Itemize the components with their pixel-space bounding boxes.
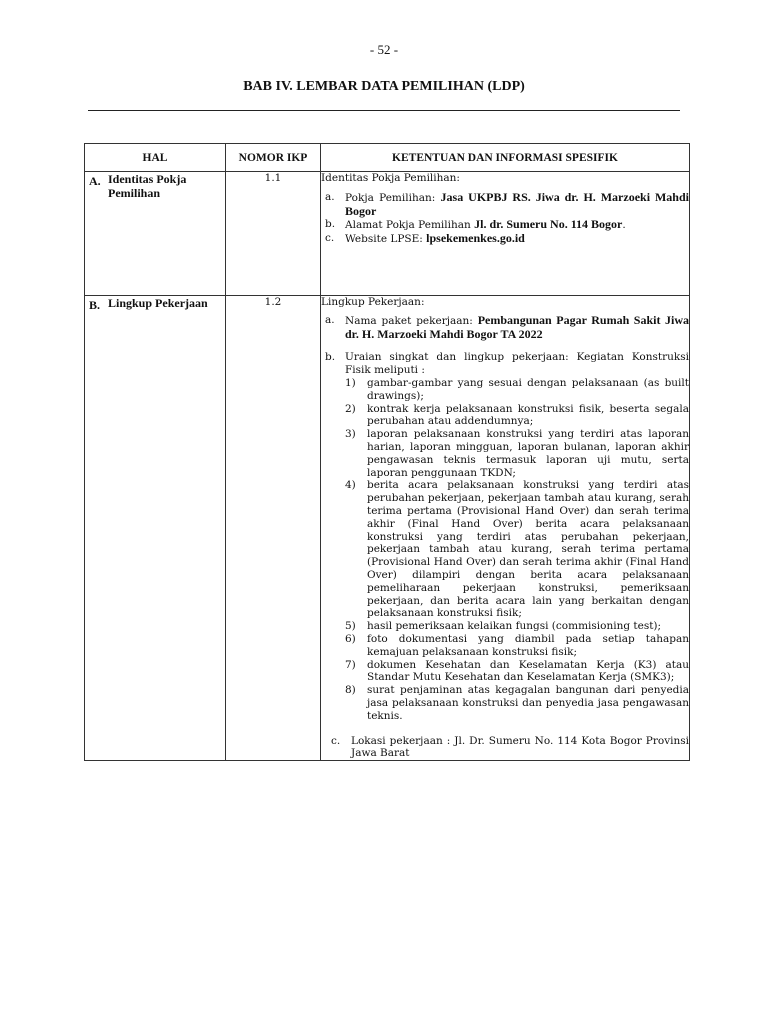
ikp-cell-b: 1.2: [226, 296, 321, 761]
ketentuan-intro-b: Lingkup Pekerjaan:: [321, 296, 425, 308]
hal-cell-a: [85, 172, 226, 296]
item-number: 1): [345, 376, 356, 389]
ketentuan-intro-a: Identitas Pokja Pemilihan:: [321, 172, 460, 184]
list-item: [321, 218, 689, 232]
hal-cell-b: [85, 296, 226, 761]
ketentuan-cell-b: [321, 296, 690, 761]
header-hal: HAL: [85, 144, 226, 172]
list-item: [345, 479, 689, 620]
item-text: hasil pemeriksaan kelaikan fungsi (commisioning test);: [367, 620, 662, 633]
item-label: c.: [325, 232, 335, 245]
row-letter-a: A.: [89, 174, 101, 188]
item-text: dokumen Kesehatan dan Keselamatan Kerja (K3) atau Standar Mutu Kesehatan dan Keselamatan Kerja (SMK3);: [367, 658, 689, 684]
list-item: [321, 735, 689, 761]
list-item: [345, 633, 689, 659]
item-text: foto dokumentasi yang diambil pada setiap tahapan kemajuan pelaksanaan konstruksi fisik;: [367, 632, 689, 658]
list-item: [321, 351, 689, 722]
item-number: 4): [345, 479, 356, 492]
list-item: [345, 403, 689, 429]
list-item: [345, 620, 689, 633]
item-number: 5): [345, 620, 356, 633]
title-divider: [88, 110, 680, 111]
page-number: - 52 -: [369, 42, 399, 57]
list-item: [345, 377, 689, 403]
table-row-identitas: [85, 172, 690, 296]
list-item: [321, 232, 689, 246]
item-text: Uraian singkat dan lingkup pekerjaan: Kegiatan Konstruksi Fisik meliputi :: [345, 351, 689, 377]
hal-text-b: Lingkup Pekerjaan: [108, 296, 208, 310]
hal-text-a: Identitas Pokja Pemilihan: [108, 172, 187, 200]
item-text: laporan pelaksanaan konstruksi yang terdiri atas laporan harian, laporan mingguan, laporan bulanan, laporan akhir pengawasan teknis termasuk laporan uji mutu, serta laporan penggunaan TKDN;: [367, 428, 689, 479]
header-nomor-ikp: NOMOR IKP: [226, 144, 321, 172]
table-header-row: [85, 144, 690, 172]
item-text: Lokasi pekerjaan : Jl. Dr. Sumeru No. 114 Kota Bogor Provinsi Jawa Barat: [351, 734, 689, 760]
item-number: 8): [345, 684, 356, 697]
ketentuan-cell-a: [321, 172, 690, 296]
item-text: Pokja Pemilihan:: [345, 191, 441, 204]
item-label: c.: [331, 734, 341, 747]
item-label: b.: [325, 351, 336, 364]
item-number: 7): [345, 658, 356, 671]
item-text: Nama paket pekerjaan:: [345, 314, 478, 327]
item-label: a.: [325, 313, 335, 326]
item-bold-text: lpsekemenkes.go.id: [426, 231, 525, 246]
item-number: 2): [345, 402, 356, 415]
item-text: Website LPSE:: [345, 233, 427, 246]
item-bold-text: Jasa UKPBJ RS. Jiwa dr. H. Marzoeki Mahdi Bogor: [345, 189, 689, 218]
item-number: 3): [345, 428, 356, 441]
ikp-cell-a: 1.1: [226, 172, 321, 296]
item-text: gambar-gambar yang sesuai dengan pelaksanaan (as built drawings);: [367, 376, 689, 402]
document-title: BAB IV. LEMBAR DATA PEMILIHAN (LDP): [243, 79, 525, 94]
item-text: surat penjaminan atas kegagalan bangunan dari penyedia jasa pelaksanaan konstruksi dan penyedia jasa pengawasan teknis.: [367, 684, 689, 722]
deliverables-list: [345, 377, 689, 723]
item-tail: .: [622, 219, 626, 232]
table-row-lingkup: [85, 296, 690, 761]
list-item: [321, 191, 689, 219]
item-text: kontrak kerja pelaksanaan konstruksi fisik, beserta segala perubahan atau addendumnya;: [367, 402, 689, 428]
item-text: Alamat Pokja Pemilihan: [345, 219, 475, 232]
list-item: [321, 314, 689, 342]
list-item: [345, 684, 689, 722]
header-ketentuan: KETENTUAN DAN INFORMASI SPESIFIK: [321, 144, 690, 172]
list-item: [345, 659, 689, 685]
row-letter-b: B.: [89, 298, 101, 312]
item-bold-text: Jl. dr. Sumeru No. 114 Bogor: [474, 217, 623, 232]
item-label: b.: [325, 218, 336, 231]
item-bold-text: Pembangunan Pagar Rumah Sakit Jiwa dr. H. Marzoeki Mahdi Bogor TA 2022: [345, 312, 689, 341]
item-number: 6): [345, 632, 356, 645]
item-text: berita acara pelaksanaan konstruksi yang terdiri atas perubahan pekerjaan, pekerjaan tambah atau kurang, serah terima pertama (Provisional Hand Over) dan serah terima akhir (Final Hand Over) berita acara pelaksanaan konstruksi yang terdiri atas perubahan pekerjaan, pekerjaan tambah atau kurang, serah terima pertama (Provisional Hand Over) dan serah terima akhir (Final Hand Over) dilampiri dengan berita acara pelaksanaan pemeliharaan pekerjaan konstruksi, pemeriksaan pekerjaan, dan berita acara lain yang berkaitan dengan pelaksanaan konstruksi fisik;: [367, 479, 689, 620]
item-label: a.: [325, 190, 335, 203]
list-item: [345, 428, 689, 479]
ldp-table: [84, 143, 690, 761]
